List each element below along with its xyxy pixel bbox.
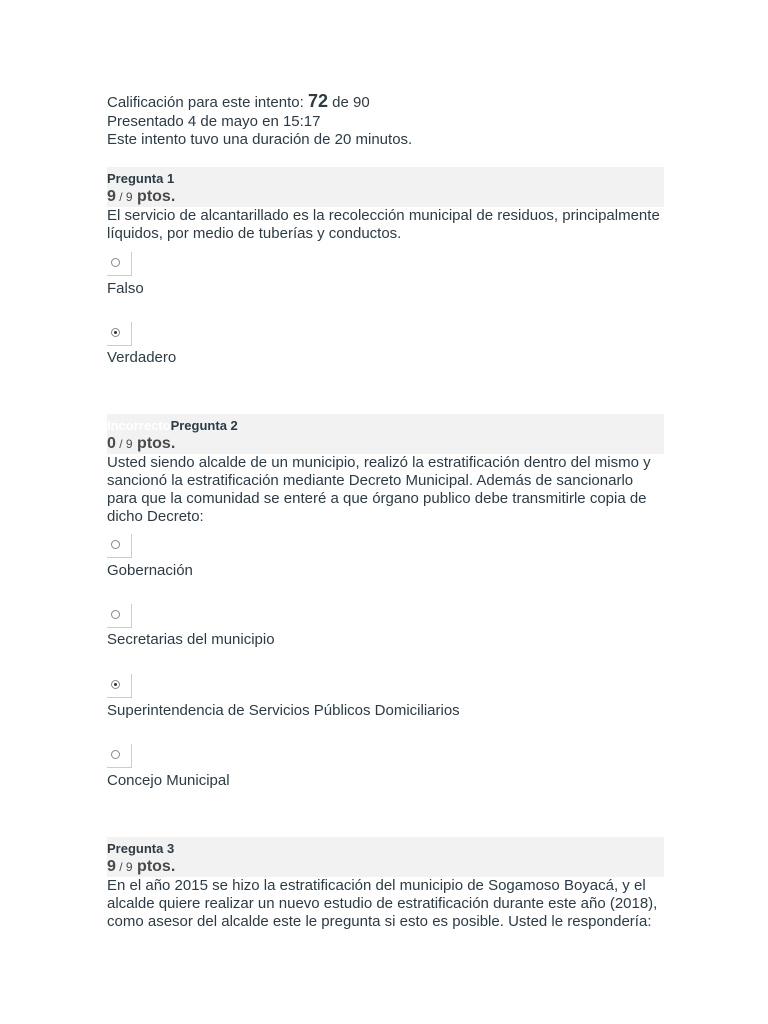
attempt-summary — [107, 92, 412, 150]
answer-radio-superintendencia[interactable] — [107, 674, 132, 698]
points-total: 9 — [125, 190, 133, 204]
question-3-text: En el año 2015 se hizo la estratificación del municipio de Sogamoso Boyacá, y el alcalde quiere realizar un nuevo estudio de estratificación durante este año (2018), como asesor del alcalde este le pregunta si esto es posible. Usted le respondería: — [107, 877, 658, 930]
radio-unchecked-icon[interactable] — [111, 750, 120, 759]
points-earned: 0 — [107, 435, 116, 452]
points-unit: ptos. — [132, 435, 176, 452]
points-earned: 9 — [107, 858, 116, 875]
question-1-text: El servicio de alcantarillado es la recolección municipal de residuos, principalmente líquidos, por medio de tuberías y conductos. — [107, 207, 660, 242]
points-earned: 9 — [107, 188, 116, 205]
question-number: Pregunta 2 — [170, 418, 238, 433]
points-separator: / — [115, 190, 126, 204]
result-flag: Incorrecto — [107, 418, 171, 433]
attempt-duration: Este intento tuvo una duración de 20 minutos. — [107, 131, 413, 148]
points-unit: ptos. — [132, 858, 176, 875]
score-total: de 90 — [327, 94, 370, 111]
radio-unchecked-icon[interactable] — [111, 610, 120, 619]
answer-label: Concejo Municipal — [107, 772, 230, 789]
points-total: 9 — [125, 437, 133, 451]
question-title — [107, 418, 238, 433]
question-title — [107, 841, 174, 856]
question-points — [107, 858, 175, 876]
presented-date: Presentado 4 de mayo en 15:17 — [107, 112, 321, 130]
answer-label: Secretarias del municipio — [107, 631, 275, 648]
answer-radio-secretarias[interactable] — [107, 604, 132, 628]
points-separator: / — [115, 860, 126, 874]
points-separator: / — [115, 437, 126, 451]
points-total: 9 — [125, 860, 133, 874]
question-number: Pregunta 1 — [107, 171, 175, 186]
score-label: Calificación para este intento: — [107, 94, 308, 111]
question-points — [107, 188, 175, 206]
score-value: 72 — [307, 91, 328, 111]
answer-label: Superintendencia de Servicios Públicos Domiciliarios — [107, 702, 460, 719]
answer-radio-verdadero[interactable] — [107, 322, 132, 346]
answer-radio-gobernacion[interactable] — [107, 534, 132, 558]
score-line — [107, 92, 412, 113]
answer-label: Verdadero — [107, 349, 177, 366]
question-points — [107, 435, 175, 453]
points-unit: ptos. — [132, 188, 176, 205]
answer-label: Gobernación — [107, 562, 193, 579]
answer-label: Falso — [107, 280, 144, 297]
radio-unchecked-icon[interactable] — [111, 540, 120, 549]
radio-checked-icon[interactable] — [111, 328, 120, 337]
answer-radio-concejo[interactable] — [107, 744, 132, 768]
answer-radio-falso[interactable] — [107, 252, 132, 276]
question-number: Pregunta 3 — [107, 841, 175, 856]
radio-unchecked-icon[interactable] — [111, 258, 120, 267]
question-2-text: Usted siendo alcalde de un municipio, realizó la estratificación dentro del mismo y sancionó la estratificación mediante Decreto Municipal. Además de sancionarlo para que la comunidad se enteré a que órgano publico debe transmitirle copia de dicho Decreto: — [107, 454, 651, 525]
question-2-header — [107, 414, 664, 454]
radio-checked-icon[interactable] — [111, 680, 120, 689]
question-title — [107, 171, 174, 186]
question-1-header — [107, 167, 664, 207]
question-3-header — [107, 837, 664, 877]
